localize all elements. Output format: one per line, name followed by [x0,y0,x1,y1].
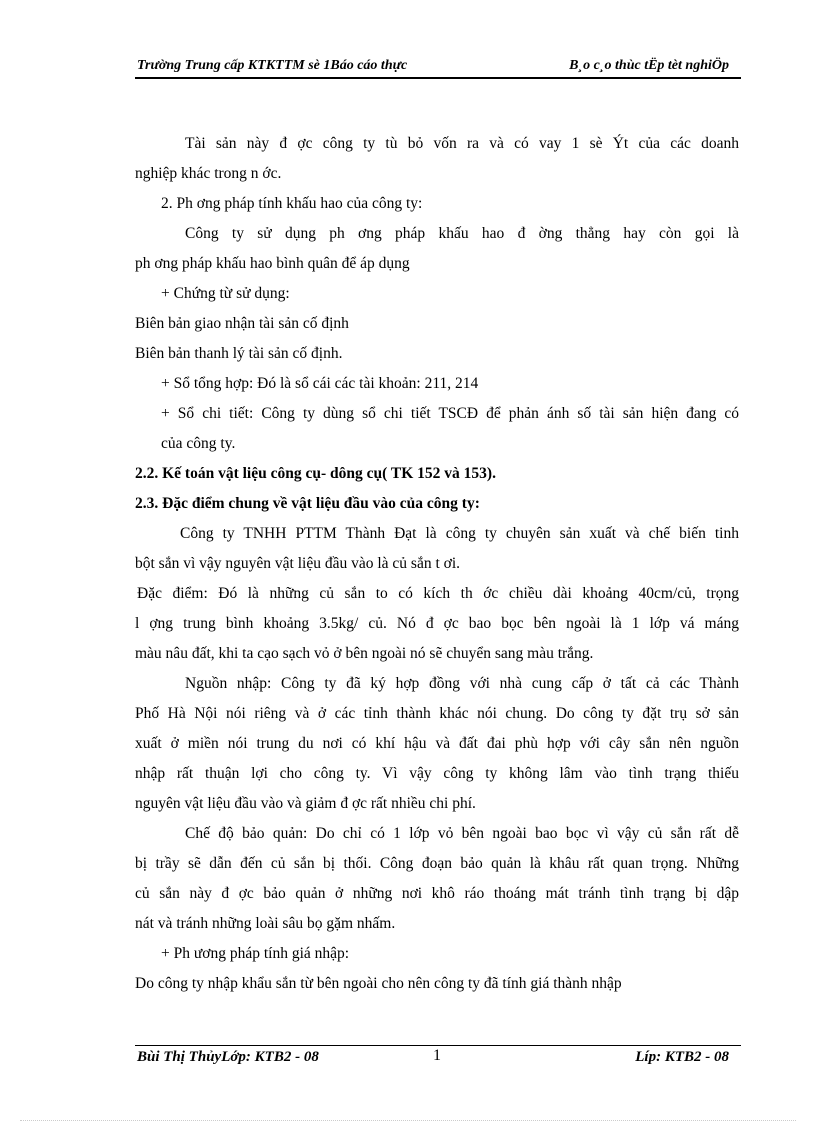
paragraph-line: Do công ty nhập khẩu sắn từ bên ngoài cho nên công ty đã tính giá thành nhập [135,975,622,992]
paragraph-line: Phố Hà Nội nói riêng và ở các tỉnh thành khác nói chung. Do công ty đặt trụ sở sản [135,705,739,722]
paragraph-line: Nguồn nhập: Công ty đã ký hợp đồng với nhà cung cấp ở tất cả các Thành [185,675,739,692]
paragraph-line: Chế độ bảo quản: Do chỉ có 1 lớp vỏ bên ngoài bao bọc vì vậy củ sắn rất dễ [185,825,739,842]
page-footer [135,1047,741,1069]
header-report-title: B¸o c¸o thùc tËp tèt nghiÖp [569,58,729,73]
paragraph-line: bột sắn vì vậy nguyên vật liệu đầu vào là củ sắn t ơi. [135,555,461,572]
list-item: Biên bản giao nhận tài sản cố định [135,315,349,332]
paragraph-line: củ sắn này đ ợc bảo quản ở những nơi khô ráo thoáng mát tránh tình trạng bị dập [135,885,739,902]
paragraph-line: l ợng trung bình khoảng 3.5kg/ củ. Nó đ ợc bao bọc bên ngoài là 1 lớp vá máng [135,615,739,632]
paragraph-line: Đặc điểm: Đó là những củ sắn to có kích th ớc chiều dài khoảng 40cm/củ, trọng [137,585,739,602]
paragraph-line: bị trầy sẽ dẫn đến củ sắn bị thối. Công đoạn bảo quản là khâu rất quan trọng. Những [135,855,739,872]
paragraph-line: ph ơng pháp khấu hao bình quân để áp dụng [135,255,410,272]
paragraph-line: Công ty sử dụng ph ơng pháp khấu hao đ ờng thẳng hay còn gọi là [185,225,739,242]
list-item: + Sổ chi tiết: Công ty dùng sổ chi tiết TSCĐ để phản ánh số tài sản hiện đang có [161,405,739,422]
section-heading: 2.2. Kế toán vật liệu công cụ- dông cụ( TK 152 và 153). [135,465,496,482]
document-body [135,129,739,999]
paragraph-line: Tài sản này đ ợc công ty tù bỏ vốn ra và có vay 1 sè Ýt của các doanh [185,135,739,152]
list-item: của công ty. [161,435,236,452]
list-item: + Sổ tổng hợp: Đó là sổ cái các tài khoản: 211, 214 [161,375,479,392]
list-item: Biên bản thanh lý tài sản cố định. [135,345,343,362]
paragraph-line: nghiệp khác trong n ớc. [135,165,282,182]
paragraph-line: màu nâu đất, khi ta cạo sạch vỏ ở bên ngoài nó sẽ chuyển sang màu trắng. [135,645,594,662]
paragraph-line: nhập rất thuận lợi cho công ty. Vì vậy công ty không lâm vào tình trạng thiếu [135,765,739,782]
paragraph-line: nát và tránh những loài sâu bọ gặm nhấm. [135,915,396,932]
section-heading: 2.3. Đặc điểm chung về vật liệu đầu vào của công ty: [135,495,480,512]
list-item: + Ph ương pháp tính giá nhập: [161,945,350,962]
page-edge [20,1120,796,1121]
paragraph-line: Công ty TNHH PTTM Thành Đạt là công ty chuyên sản xuất và chế biến tinh [180,525,739,542]
section-heading: 2. Ph ơng pháp tính khấu hao của công ty: [161,195,423,212]
footer-author: Bùi Thị ThủyLớp: KTB2 - 08 [137,1049,319,1065]
page-header [135,58,741,78]
header-rule [135,77,741,79]
footer-rule [135,1045,741,1046]
list-item: + Chứng từ sử dụng: [161,285,290,302]
paragraph-line: nguyên vật liệu đầu vào và giảm đ ợc rất nhiều chi phí. [135,795,476,812]
page-number: 1 [433,1047,441,1064]
footer-class: Líp: KTB2 - 08 [635,1049,729,1065]
header-school: Trường Trung cấp KTKTTM sè 1Báo cáo thực [137,58,408,73]
paragraph-line: xuất ở miền nói trung du nơi có khí hậu và đất đai phù hợp với cây sắn nên nguồn [135,735,739,752]
